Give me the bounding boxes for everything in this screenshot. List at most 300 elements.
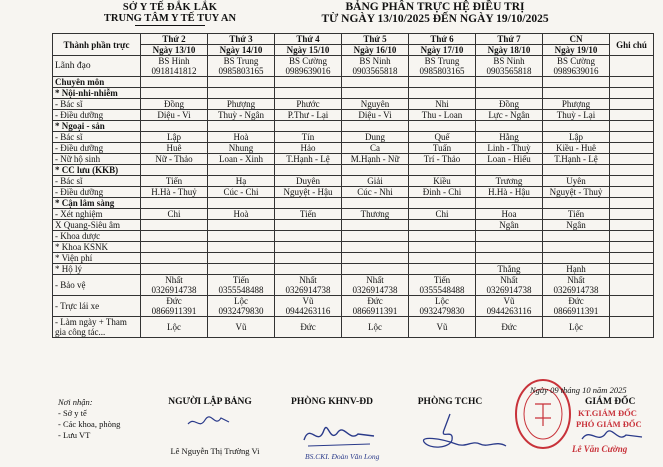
driver-name: Đức bbox=[367, 296, 383, 306]
duty-cell: Hằng bbox=[476, 132, 543, 143]
duty-label: X Quang-Siêu âm bbox=[53, 220, 141, 231]
empty-cell bbox=[141, 77, 208, 88]
guard-label: - Bảo vệ bbox=[53, 275, 141, 296]
overtime-label-line: gia công tác... bbox=[55, 327, 106, 337]
leader-name: BS Trung bbox=[223, 56, 259, 66]
tchc-title: PHÒNG TCHC bbox=[417, 397, 483, 407]
empty-cell bbox=[409, 77, 476, 88]
empty-cell bbox=[342, 77, 409, 88]
day-name-header: Thứ 5 bbox=[342, 34, 409, 45]
duty-cell: H.Hà - Hậu bbox=[476, 187, 543, 198]
duty-row bbox=[53, 220, 654, 231]
duty-cell bbox=[275, 231, 342, 242]
guard-cell bbox=[476, 275, 543, 296]
empty-cell bbox=[476, 88, 543, 99]
duty-cell bbox=[275, 264, 342, 275]
driver-phone: 0944263116 bbox=[285, 306, 331, 316]
section-row bbox=[53, 88, 654, 99]
duty-cell: Uyên bbox=[543, 176, 610, 187]
leader-phone: 0918141812 bbox=[151, 66, 197, 76]
duty-cell: Hoà bbox=[208, 132, 275, 143]
duty-cell: Thuỳ - Ngân bbox=[208, 110, 275, 121]
empty-cell bbox=[342, 198, 409, 209]
duty-cell: Phước bbox=[275, 99, 342, 110]
duty-cell: Trương bbox=[476, 176, 543, 187]
overtime-label-line: - Làm ngày + Tham bbox=[55, 317, 127, 327]
driver-cell bbox=[543, 296, 610, 317]
empty-cell bbox=[476, 198, 543, 209]
duty-cell: Duyên bbox=[275, 176, 342, 187]
duty-cell: Thuỳ - Lại bbox=[543, 110, 610, 121]
driver-phone: 0866911391 bbox=[151, 306, 197, 316]
date-row bbox=[53, 45, 654, 56]
note-cell bbox=[610, 187, 654, 198]
duty-cell: Kiều bbox=[409, 176, 476, 187]
duty-cell: Nguyên bbox=[342, 99, 409, 110]
driver-cell bbox=[208, 296, 275, 317]
org-line-1: SỞ Y TẾ ĐẮK LẮK bbox=[122, 2, 218, 13]
leader-cell bbox=[141, 56, 208, 77]
duty-row bbox=[53, 187, 654, 198]
duty-cell: Tiến bbox=[141, 176, 208, 187]
duty-cell: Loan - Xinh bbox=[208, 154, 275, 165]
empty-cell bbox=[208, 198, 275, 209]
note-cell bbox=[610, 317, 654, 338]
empty-cell bbox=[275, 77, 342, 88]
leader-name: BS Trung bbox=[424, 56, 460, 66]
duty-cell: Ca bbox=[342, 143, 409, 154]
duty-cell bbox=[208, 242, 275, 253]
duty-cell: Hảo bbox=[275, 143, 342, 154]
duty-label: - Xét nghiệm bbox=[53, 209, 141, 220]
khnv-name: BS.CKI. Đoàn Văn Long bbox=[305, 452, 380, 461]
driver-cell bbox=[141, 296, 208, 317]
guard-row bbox=[53, 275, 654, 296]
duty-label: - Nữ hộ sinh bbox=[53, 154, 141, 165]
duty-row bbox=[53, 154, 654, 165]
duty-cell: M.Hạnh - Nữ bbox=[342, 154, 409, 165]
duty-cell: Phượng bbox=[543, 99, 610, 110]
director-stamp-label: KT.GIÁM ĐỐC bbox=[578, 408, 637, 418]
duty-cell: Giải bbox=[342, 176, 409, 187]
duty-cell: Diệu - Vi bbox=[342, 110, 409, 121]
duty-cell: Thương bbox=[342, 209, 409, 220]
director-name: Lê Văn Cường bbox=[572, 444, 628, 454]
empty-cell bbox=[476, 165, 543, 176]
note-cell bbox=[610, 231, 654, 242]
empty-cell bbox=[543, 77, 610, 88]
duty-cell: Nguyệt - Hậu bbox=[275, 187, 342, 198]
document-title: BẢNG PHÂN TRỰC HỆ ĐIỀU TRỊ bbox=[345, 1, 525, 13]
day-date-header: Ngày 15/10 bbox=[275, 45, 342, 56]
duty-cell bbox=[476, 242, 543, 253]
leader-phone: 0989639016 bbox=[285, 66, 331, 76]
director-title: GIÁM ĐỐC bbox=[585, 397, 636, 407]
duty-row bbox=[53, 242, 654, 253]
empty-cell bbox=[543, 121, 610, 132]
recipient-item: - Sở y tế bbox=[58, 408, 87, 418]
duty-cell bbox=[342, 220, 409, 231]
empty-cell bbox=[543, 198, 610, 209]
recipients-block bbox=[58, 397, 120, 441]
section-label: * CC lưu (KKB) bbox=[53, 165, 141, 176]
duty-cell bbox=[208, 264, 275, 275]
overtime-cell: Lộc bbox=[342, 317, 409, 338]
note-cell bbox=[610, 99, 654, 110]
duty-cell: Huê bbox=[141, 143, 208, 154]
guard-phone: 0355548488 bbox=[419, 285, 465, 295]
tchc-block bbox=[405, 397, 495, 407]
note-cell bbox=[610, 165, 654, 176]
leader-cell bbox=[543, 56, 610, 77]
guard-name: Nhất bbox=[567, 275, 585, 285]
note-cell bbox=[610, 154, 654, 165]
khnv-signature-icon bbox=[300, 418, 380, 452]
driver-name: Lộc bbox=[435, 296, 449, 306]
duty-cell bbox=[409, 253, 476, 264]
guard-phone: 0326914738 bbox=[352, 285, 398, 295]
duty-cell: Đồng bbox=[476, 99, 543, 110]
note-cell bbox=[610, 132, 654, 143]
duty-cell: Loan - Hiếu bbox=[476, 154, 543, 165]
duty-cell: Ngân bbox=[476, 220, 543, 231]
duty-cell: Hạ bbox=[208, 176, 275, 187]
note-cell bbox=[610, 209, 654, 220]
day-name-header: Thứ 4 bbox=[275, 34, 342, 45]
duty-label: - Bác sĩ bbox=[53, 176, 141, 187]
leader-name: BS Ninh bbox=[359, 56, 391, 66]
guard-phone: 0355548488 bbox=[218, 285, 264, 295]
duty-cell: Hoà bbox=[208, 209, 275, 220]
duty-cell: Đồng bbox=[141, 99, 208, 110]
note-cell bbox=[610, 56, 654, 77]
overtime-cell: Đức bbox=[476, 317, 543, 338]
recipient-item: - Lưu VT bbox=[58, 430, 91, 440]
guard-cell bbox=[543, 275, 610, 296]
driver-name: Đức bbox=[568, 296, 584, 306]
empty-cell bbox=[208, 165, 275, 176]
duty-label: * Hộ lý bbox=[53, 264, 141, 275]
prepared-by-name: Lê Nguyễn Thị Trường Vi bbox=[170, 446, 260, 456]
duty-cell: Thu - Loan bbox=[409, 110, 476, 121]
duty-cell: Đinh - Chi bbox=[409, 187, 476, 198]
col-role-header: Thành phần trực bbox=[53, 34, 141, 56]
guard-cell bbox=[409, 275, 476, 296]
duty-roster-table bbox=[52, 33, 654, 338]
empty-cell bbox=[275, 121, 342, 132]
guard-name: Nhất bbox=[165, 275, 183, 285]
guard-name: Nhất bbox=[299, 275, 317, 285]
duty-cell: Chi bbox=[141, 209, 208, 220]
leader-phone: 0903565818 bbox=[352, 66, 398, 76]
section-label: * Ngoại - sản bbox=[53, 121, 141, 132]
duty-cell bbox=[543, 231, 610, 242]
col-note-header: Ghi chú bbox=[610, 34, 654, 56]
document-subtitle: TỪ NGÀY 13/10/2025 ĐẾN NGÀY 19/10/2025 bbox=[321, 13, 549, 25]
empty-cell bbox=[208, 77, 275, 88]
duty-cell bbox=[409, 264, 476, 275]
empty-cell bbox=[141, 88, 208, 99]
driver-cell bbox=[409, 296, 476, 317]
leader-phone: 0985803165 bbox=[419, 66, 465, 76]
tchc-signature-icon bbox=[410, 410, 520, 458]
duty-cell: Cúc - Nhi bbox=[342, 187, 409, 198]
empty-cell bbox=[342, 165, 409, 176]
leader-name: BS Hinh bbox=[158, 56, 190, 66]
empty-cell bbox=[141, 165, 208, 176]
duty-label: * Khoa KSNK bbox=[53, 242, 141, 253]
duty-cell: T.Hạnh - Lệ bbox=[543, 154, 610, 165]
section-label: * Nội-nhi-nhiễm bbox=[53, 88, 141, 99]
duty-row bbox=[53, 176, 654, 187]
empty-cell bbox=[208, 88, 275, 99]
guard-name: Nhất bbox=[500, 275, 518, 285]
day-name-header: Thứ 3 bbox=[208, 34, 275, 45]
duty-label: - Khoa dược bbox=[53, 231, 141, 242]
driver-name: Lộc bbox=[234, 296, 248, 306]
duty-cell: Tiến bbox=[275, 209, 342, 220]
empty-cell bbox=[342, 121, 409, 132]
note-cell bbox=[610, 242, 654, 253]
day-date-header: Ngày 18/10 bbox=[476, 45, 543, 56]
guard-phone: 0326914738 bbox=[151, 285, 197, 295]
duty-cell bbox=[476, 231, 543, 242]
day-date-header: Ngày 14/10 bbox=[208, 45, 275, 56]
guard-phone: 0326914738 bbox=[285, 285, 331, 295]
note-cell bbox=[610, 253, 654, 264]
duty-cell: T.Hạnh - Lệ bbox=[275, 154, 342, 165]
duty-cell bbox=[208, 231, 275, 242]
duty-cell: Nhung bbox=[208, 143, 275, 154]
leader-phone: 0903565818 bbox=[486, 66, 532, 76]
leader-cell bbox=[409, 56, 476, 77]
note-cell bbox=[610, 143, 654, 154]
empty-cell bbox=[275, 165, 342, 176]
empty-cell bbox=[476, 121, 543, 132]
prepared-by-signature-icon bbox=[185, 412, 235, 434]
day-name-header: Thứ 6 bbox=[409, 34, 476, 45]
overtime-cell: Vũ bbox=[409, 317, 476, 338]
duty-cell bbox=[275, 242, 342, 253]
duty-cell: Nhi bbox=[409, 99, 476, 110]
duty-cell bbox=[275, 253, 342, 264]
guard-name: Tiến bbox=[433, 275, 451, 285]
empty-cell bbox=[275, 198, 342, 209]
duty-row bbox=[53, 209, 654, 220]
duty-cell bbox=[342, 242, 409, 253]
empty-cell bbox=[342, 88, 409, 99]
guard-cell bbox=[275, 275, 342, 296]
driver-phone: 0866911391 bbox=[352, 306, 398, 316]
duty-cell bbox=[342, 253, 409, 264]
driver-row bbox=[53, 296, 654, 317]
empty-cell bbox=[275, 88, 342, 99]
duty-cell bbox=[409, 220, 476, 231]
day-name-header: Thứ 2 bbox=[141, 34, 208, 45]
note-cell bbox=[610, 77, 654, 88]
driver-cell bbox=[342, 296, 409, 317]
recipients-title: Nơi nhận: bbox=[58, 397, 93, 407]
duty-cell: Lập bbox=[543, 132, 610, 143]
duty-cell: Tín bbox=[275, 132, 342, 143]
roster-body bbox=[53, 34, 654, 338]
leader-cell bbox=[208, 56, 275, 77]
overtime-label bbox=[53, 317, 141, 338]
guard-phone: 0326914738 bbox=[486, 285, 532, 295]
recipient-item: - Các khoa, phòng bbox=[58, 419, 121, 429]
guard-cell bbox=[141, 275, 208, 296]
duty-cell bbox=[543, 242, 610, 253]
duty-cell bbox=[208, 220, 275, 231]
leader-cell bbox=[476, 56, 543, 77]
khnv-title: PHÒNG KHNV-ĐD bbox=[291, 397, 373, 407]
duty-row bbox=[53, 99, 654, 110]
duty-row bbox=[53, 231, 654, 242]
guard-name: Nhất bbox=[366, 275, 384, 285]
duty-label: - Điều dưỡng bbox=[53, 110, 141, 121]
duty-row bbox=[53, 132, 654, 143]
note-cell bbox=[610, 121, 654, 132]
day-date-header: Ngày 19/10 bbox=[543, 45, 610, 56]
note-cell bbox=[610, 275, 654, 296]
driver-cell bbox=[476, 296, 543, 317]
duty-cell bbox=[342, 264, 409, 275]
duty-label: - Bác sĩ bbox=[53, 132, 141, 143]
overtime-cell: Lộc bbox=[141, 317, 208, 338]
empty-cell bbox=[409, 88, 476, 99]
day-date-header: Ngày 17/10 bbox=[409, 45, 476, 56]
day-name-header: CN bbox=[543, 34, 610, 45]
duty-cell bbox=[141, 242, 208, 253]
guard-name: Tiến bbox=[232, 275, 250, 285]
duty-cell: Quế bbox=[409, 132, 476, 143]
duty-cell: Dung bbox=[342, 132, 409, 143]
duty-cell: Linh - Thuỳ bbox=[476, 143, 543, 154]
driver-phone: 0932479830 bbox=[218, 306, 264, 316]
khnv-block bbox=[282, 397, 382, 407]
document-title-block bbox=[300, 1, 570, 25]
note-cell bbox=[610, 176, 654, 187]
section-row bbox=[53, 165, 654, 176]
driver-phone: 0944263116 bbox=[486, 306, 532, 316]
empty-cell bbox=[476, 77, 543, 88]
duty-cell: Tuấn bbox=[409, 143, 476, 154]
duty-cell: H.Hà - Thuỷ bbox=[141, 187, 208, 198]
organization-header bbox=[60, 2, 280, 26]
empty-cell bbox=[208, 121, 275, 132]
driver-phone: 0866911391 bbox=[553, 306, 599, 316]
duty-label: - Bác sĩ bbox=[53, 99, 141, 110]
duty-row bbox=[53, 143, 654, 154]
duty-cell bbox=[141, 231, 208, 242]
deputy-director-label: PHÓ GIÁM ĐỐC bbox=[576, 419, 642, 429]
duty-cell bbox=[409, 242, 476, 253]
duty-row bbox=[53, 253, 654, 264]
duty-cell: Hạnh bbox=[543, 264, 610, 275]
duty-cell bbox=[141, 264, 208, 275]
day-date-header: Ngày 13/10 bbox=[141, 45, 208, 56]
duty-cell: Diệu - Vi bbox=[141, 110, 208, 121]
empty-cell bbox=[409, 198, 476, 209]
empty-cell bbox=[543, 165, 610, 176]
section-row bbox=[53, 198, 654, 209]
note-cell bbox=[610, 220, 654, 231]
note-cell bbox=[610, 198, 654, 209]
duty-cell bbox=[275, 220, 342, 231]
duty-cell: P.Thư - Lại bbox=[275, 110, 342, 121]
leader-name: BS Cường bbox=[289, 56, 327, 66]
leaders-label: Lãnh đạo bbox=[53, 56, 141, 77]
leader-name: BS Cường bbox=[557, 56, 595, 66]
signing-date: Ngày 09 tháng 10 năm 2025 bbox=[530, 385, 627, 395]
leaders-row bbox=[53, 56, 654, 77]
empty-cell bbox=[141, 198, 208, 209]
leader-name: BS Ninh bbox=[493, 56, 525, 66]
day-date-header: Ngày 16/10 bbox=[342, 45, 409, 56]
duty-cell bbox=[543, 253, 610, 264]
empty-cell bbox=[409, 121, 476, 132]
empty-cell bbox=[543, 88, 610, 99]
duty-cell: Lực - Ngân bbox=[476, 110, 543, 121]
section-row bbox=[53, 77, 654, 88]
overtime-cell: Đức bbox=[275, 317, 342, 338]
duty-row bbox=[53, 264, 654, 275]
empty-cell bbox=[409, 165, 476, 176]
note-cell bbox=[610, 296, 654, 317]
duty-cell: Trí - Thảo bbox=[409, 154, 476, 165]
duty-cell bbox=[342, 231, 409, 242]
empty-cell bbox=[141, 121, 208, 132]
duty-cell: Phượng bbox=[208, 99, 275, 110]
duty-row bbox=[53, 110, 654, 121]
duty-cell: Nữ - Thảo bbox=[141, 154, 208, 165]
duty-cell: Ngân bbox=[543, 220, 610, 231]
duty-cell: Nguyệt - Thuỷ bbox=[543, 187, 610, 198]
duty-label: * Viện phí bbox=[53, 253, 141, 264]
prepared-by-title: NGƯỜI LẬP BẢNG bbox=[168, 397, 252, 407]
duty-cell bbox=[141, 253, 208, 264]
section-label: Chuyên môn bbox=[53, 77, 141, 88]
driver-name: Đức bbox=[166, 296, 182, 306]
leader-cell bbox=[342, 56, 409, 77]
guard-cell bbox=[208, 275, 275, 296]
duty-cell: Kiều - Huê bbox=[543, 143, 610, 154]
header-underline bbox=[135, 25, 205, 26]
note-cell bbox=[610, 110, 654, 121]
note-cell bbox=[610, 264, 654, 275]
duty-cell: Cúc - Chi bbox=[208, 187, 275, 198]
duty-cell bbox=[409, 231, 476, 242]
guard-cell bbox=[342, 275, 409, 296]
section-label: * Cận lâm sàng bbox=[53, 198, 141, 209]
duty-cell: Tiến bbox=[543, 209, 610, 220]
duty-cell bbox=[476, 253, 543, 264]
header-row bbox=[53, 34, 654, 45]
org-line-2: TRUNG TÂM Y TẾ TUY AN bbox=[103, 13, 237, 24]
duty-label: - Điều dưỡng bbox=[53, 143, 141, 154]
duty-label: - Điều dưỡng bbox=[53, 187, 141, 198]
driver-cell bbox=[275, 296, 342, 317]
duty-cell: Chi bbox=[409, 209, 476, 220]
duty-cell: Lập bbox=[141, 132, 208, 143]
overtime-cell: Vũ bbox=[208, 317, 275, 338]
prepared-by-block bbox=[155, 397, 265, 407]
duty-cell bbox=[208, 253, 275, 264]
duty-cell bbox=[141, 220, 208, 231]
duty-cell: Thắng bbox=[476, 264, 543, 275]
overtime-row bbox=[53, 317, 654, 338]
leader-phone: 0989639016 bbox=[553, 66, 599, 76]
